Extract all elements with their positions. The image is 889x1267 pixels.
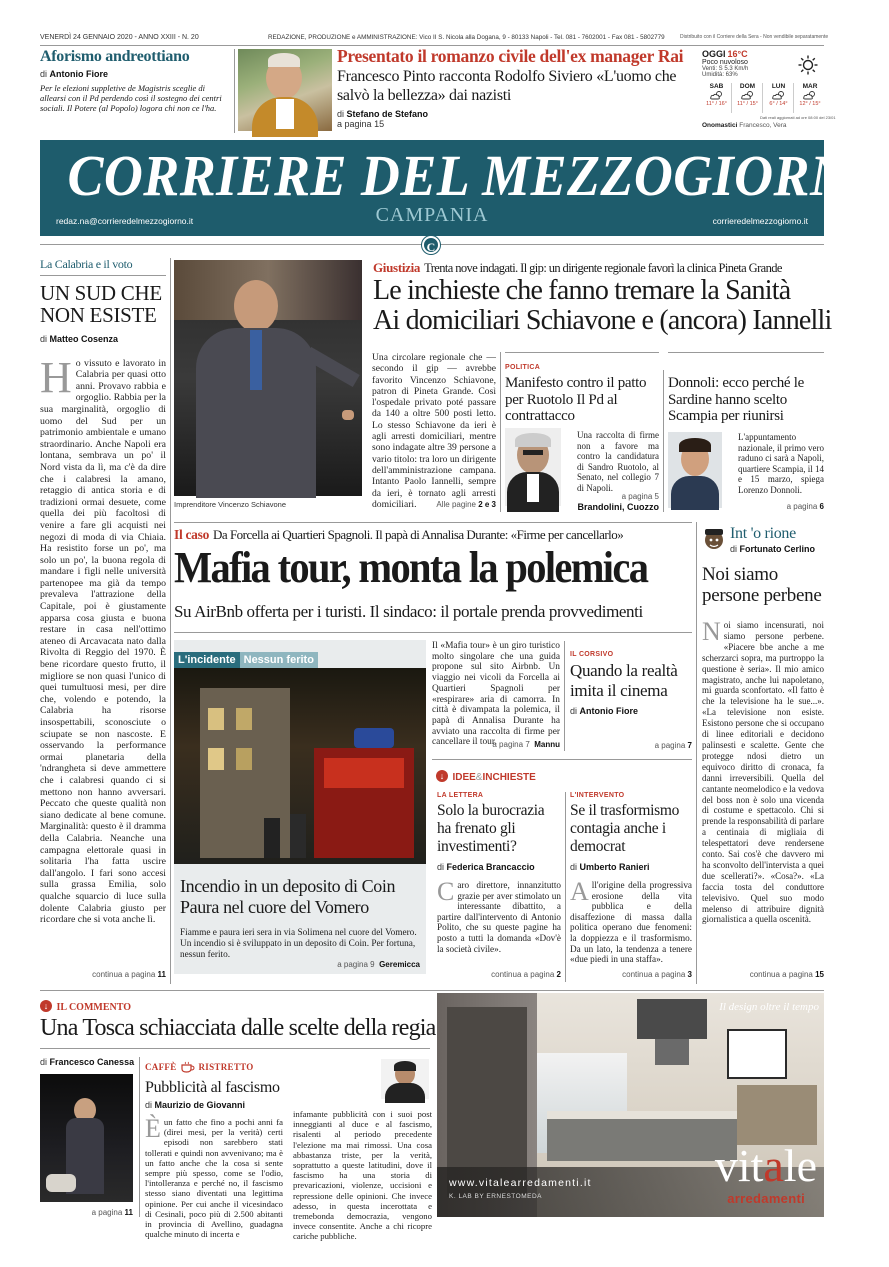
weather-day-temps: 6° / 14° bbox=[769, 101, 788, 107]
partly-cloudy-icon bbox=[733, 90, 762, 101]
caffe-article[interactable] bbox=[145, 1057, 432, 1242]
aforisma-author: di Antonio Fiore bbox=[40, 68, 109, 79]
weather-day-3 bbox=[795, 83, 825, 113]
intervento-text: All'origine della progressiva erosione della vita pubblica e della disaffezione di massa dalla politica operano due fenomeni: la doppiezza e il trasformismo. Da un lato, la tendenza a tenere «due piedi in una staffa». bbox=[570, 877, 692, 965]
promo-article[interactable] bbox=[337, 47, 694, 133]
weather-box: OGGI 16°C Poco nuvoloso Venti: S 5.3 Km/h Umidità: 63% SAB 11° / 16° DOM 11° / 15° LUN 6° / 14° MAR 12° / 15° Dati reali aggiornati ad ore 08:00 del 23/01 Onomastici Francesco, Vera bbox=[702, 49, 836, 129]
aforisma-text: Per le elezioni suppletive de Magistris sceglie di allearsi con il Pd perdendo così il sostegno dei centri sociali. Il Potere (al Popolo) logora chi non ce l'ha. bbox=[40, 82, 222, 113]
ad-tagline: Il design oltre il tempo bbox=[719, 1001, 819, 1013]
ad-sub: K. LAB BY ERNESTOMEDA bbox=[449, 1193, 542, 1200]
masthead-email[interactable]: redaz.na@corrieredelmezzogiorno.it bbox=[56, 216, 194, 226]
promo-page: a pagina 15 bbox=[337, 119, 385, 130]
fire-photo bbox=[174, 668, 426, 864]
masthead-site[interactable]: corrieredelmezzogiorno.it bbox=[712, 216, 808, 226]
politica-authors: Brandolini, Cuozzo bbox=[577, 502, 659, 512]
ruotolo-photo bbox=[505, 428, 561, 506]
schiavone-photo bbox=[174, 260, 362, 496]
weather-day-temps: 11° / 15° bbox=[737, 101, 758, 107]
intorione-text: Noi siamo incensurati, noi siamo persone perbene. «Piacere bbe anche a me scherzarci sopra, ma purtroppo la questione è seria». Il mio amico magistrato, anche lui napoletano, mi guarda sconfortato. «Il fatto è che la televisione ha le sue...». «La televisione non esiste. Esistono persone che si occupano di linee editoriali e decidono palinsesti e scalette. Gente che protegge ndosi dietro un equivoco diritto di cronaca, fa danni irreversibili. Quella del cantante neomelodico e la vedova del boss non è solo una vicenda di costume e spettacolo. Chi si prende la responsabilità di parlare a centinaia di migliaia di telespettatori deve rendersene conto. Sai cos'è che davvero mi ha sconvolto dell'intervista a quei due scellerati?». «Cosa?». «La faccia tosta del conduttore televisivo. Quel suo modo melenso di attribuire dignità giornalistica a quella oscenità. bbox=[702, 617, 824, 925]
sanita-headline-2[interactable]: Ai domiciliari Schiavone e (ancora) Iannelli bbox=[373, 305, 832, 336]
caffe-header: CAFFÈ RISTRETTO bbox=[145, 1062, 254, 1072]
intorione-author: di Fortunato Cerlino bbox=[730, 544, 816, 554]
promo-author: di Stefano de Stefano bbox=[337, 109, 429, 120]
caffe-text-1: Èun fatto che fino a pochi anni fa (direi mesi, per la verità) certi episodi non sarebbero stati tollerati e quindi non avvenivano; ma è un fatto anche che la cosa si sente sempre più spesso, come se l'odio, l'intolleranza e perché no, il fascismo stesso siano diventati una legittima opinione. Per cui anche il vicesindaco di Cesinali, poco più di 2.500 abitanti in provincia di Avellino, guadagna qualche minuto di incerta e bbox=[145, 1114, 283, 1240]
lettera-author: di Federica Brancaccio bbox=[437, 862, 535, 872]
coffee-cup-icon bbox=[181, 1060, 195, 1072]
ad-brand-sub: arredamenti bbox=[727, 1191, 805, 1206]
sanita-ref[interactable]: Alle pagine 2 e 3 bbox=[436, 500, 496, 509]
tosca-photo bbox=[40, 1074, 133, 1202]
politica-text: Una raccolta di firme non a favore ma contro la candidatura di Sandro Ruotolo, al Senato, nel collegio 7 di Napoli. bbox=[577, 430, 659, 493]
mafia-kicker-line: Il caso Da Forcella ai Quartieri Spagnoli. Il papà di Annalisa Durante: «Firme per cancellarlo» bbox=[174, 527, 624, 542]
masthead-title: CORRIERE DEL MEZZOGIORNO bbox=[67, 143, 889, 208]
weather-day-name: LUN bbox=[771, 83, 786, 90]
intervento-kicker: L'INTERVENTO bbox=[570, 792, 625, 799]
incendio-page: a pagina 9 Geremicca bbox=[337, 960, 420, 969]
intervento-author: di Umberto Ranieri bbox=[570, 862, 650, 872]
aforisma-title: Aforismo andreottiano bbox=[40, 48, 190, 65]
promo-photo bbox=[238, 49, 332, 131]
schiavone-caption: Imprenditore Vincenzo Schiavone bbox=[174, 500, 287, 509]
donnoli-article[interactable] bbox=[668, 352, 824, 512]
top-bar bbox=[40, 33, 829, 45]
sun-icon bbox=[798, 55, 818, 75]
caffe-headline: Pubblicità al fascismo bbox=[145, 1079, 280, 1096]
caffe-text-2: infamante pubblicità con i suoi post inneggianti al duce e al fascismo, risalenti al periodo precedente l'elezione ma mai rimossi. Una cosa abbastanza triste, per la verità, soprattutto a queste latitudini, dove il fascismo ha una storia di prevaricazioni, violenze, uccisioni e repressione delle opinioni. Che invece adesso, in questa incerottata e tremebonda democrazia, vengono invece consentite. Anche a chi ricopre cariche pubbliche. bbox=[293, 1109, 432, 1242]
caffe-author: di Maurizio de Giovanni bbox=[145, 1099, 246, 1110]
intervento-headline: Se il trasformismo contagia anche i democrat bbox=[570, 802, 680, 855]
calabria-continue[interactable]: continua a pagina 11 bbox=[92, 970, 166, 979]
weather-day-name: MAR bbox=[802, 83, 818, 90]
intorione-header bbox=[702, 526, 824, 554]
intervento-article[interactable] bbox=[570, 792, 692, 982]
masthead-region: CAMPANIA bbox=[375, 204, 489, 226]
politica-page: a pagina 5 bbox=[621, 492, 659, 501]
sanita-kicker-line: Giustizia Trenta nove indagati. Il gip: un dirigente regionale favorì la clinica Pineta Grande bbox=[373, 260, 782, 275]
calabria-headline: UN SUD CHE NON ESISTE bbox=[40, 280, 162, 327]
donnoli-text: L'appuntamento nazionale, il primo vero raduno ci sarà a Napoli, quartiere Scampia, il 14 e 15 marzo, spiega Lorenzo Donnoli. bbox=[738, 432, 824, 495]
rione-mascot-icon bbox=[702, 526, 726, 552]
partly-cloudy-icon bbox=[795, 90, 825, 101]
donnoli-headline: Donnoli: ecco perché le Sardine hanno scelto Scampia per riunirsi bbox=[668, 375, 804, 424]
mafia-headline[interactable]: Mafia tour, monta la polemica bbox=[174, 543, 648, 592]
intorione-article[interactable] bbox=[702, 526, 824, 982]
intorione-continue[interactable]: continua a pagina 15 bbox=[749, 970, 824, 979]
politica-kicker: POLITICA bbox=[505, 364, 541, 371]
weather-day-1 bbox=[733, 83, 763, 113]
ad-brand: vitale bbox=[714, 1140, 817, 1191]
masthead bbox=[40, 140, 889, 236]
intervento-continue[interactable]: continua a pagina 3 bbox=[622, 970, 692, 979]
lettera-headline: Solo la burocrazia ha frenato gli investimenti? bbox=[437, 802, 545, 855]
calabria-text: Ho vissuto e lavorato in Calabria per quasi otto anni. Provavo rabbia e orgoglio. Rabbia per la sua marginalità, orgoglio di uomo del Sud per un patrimonio ambientale e umano straordinario. Anche Napoli era lontana, sembrava un po' il Nord vista da lì, ma c'è da dire che i calabresi la amano, retaggio di antica storia e di tradizioni ormai desuete, come quella dei più facoltosi di venire a fare gli acquisti nei negozi di moda di via Chiaia. Ha resistito forse un po', ma solo un po', la buona regola di mandare i figli nelle università partenopee ma già da tempo prevaleva l'attrazione della Capitale, poi è giustamente apparsa cosa giusta e buona restare in casa nell'ottimo ateneo di Arcavacata nato dalla Rivolta di Reggio del 1970. È bene ricordare questo frutto, il migliore se non quasi l'unico di quei tumultuosi mesi, per dire che, volendo e potendo, la Calabria ha risorse insospettabili, sconosciute o sciupate se non nascoste. E osservando la performance ormai planetaria della 'ndrangheta si deve ammettere che i calabresi quando ci si mettono non hanno avversari. Peccato che queste qualità non siano dedicate al bene comune. Marginalità: questo è il dramma della Calabria. Neanche una campagna elettorale quasi in solitaria l'ha fatta uscire dall'angolo. I fari sono accesi sulla grassa Emilia, solo qualche squarcio di luce sulla dolente Calabria giusto per ricordare che si vota anche lì. bbox=[40, 352, 166, 926]
calabria-article[interactable] bbox=[40, 258, 166, 984]
degiovanni-photo bbox=[381, 1059, 429, 1099]
sanita-headline-1[interactable]: Le inchieste che fanno tremare la Sanità bbox=[373, 275, 791, 306]
politica-article[interactable] bbox=[505, 352, 659, 512]
corsivo-headline: Quando la realtà imita il cinema bbox=[570, 661, 678, 700]
intorione-title: Int 'o rione bbox=[730, 525, 796, 542]
mafia-page[interactable]: a pagina 7 Mannu bbox=[492, 740, 560, 749]
donnoli-page: a pagina 6 bbox=[786, 502, 824, 511]
down-arrow-icon: ↓ bbox=[40, 1000, 52, 1012]
partly-cloudy-icon bbox=[764, 90, 793, 101]
ad-url[interactable]: www.vitalearredamenti.it bbox=[449, 1177, 592, 1189]
commento-page[interactable]: a pagina 11 bbox=[91, 1208, 133, 1217]
commento-kicker-line: ↓ IL COMMENTO bbox=[40, 997, 430, 1011]
idee-header: ↓ IDEE&INCHIESTE bbox=[436, 767, 692, 783]
weather-day-name: SAB bbox=[709, 83, 724, 90]
corsivo-kicker: IL CORSIVO bbox=[570, 651, 614, 658]
weather-today: OGGI 16°C bbox=[702, 49, 748, 59]
weather-day-name: DOM bbox=[739, 83, 756, 90]
corsivo-author: di Antonio Fiore bbox=[570, 706, 639, 716]
weather-forecast bbox=[702, 83, 824, 113]
intorione-headline: Noi siamo persone perbene bbox=[702, 564, 822, 606]
sanita-text: Una circolare regionale che — secondo il gip — avrebbe favorito Vincenzo Schiavone, patron di Pineta Grande. Così l'ospedale privato poté passare da 140 a oltre 500 posti letto. Lo stesso Schiavone da ieri è agli arresti domiciliari, mentre sono indagate altre 39 persone a vario titolo: tra loro un dirigente dell'amministrazione campana. Intanto Paolo Iannelli, sempre da ieri, è tornato agli arresti domiciliari. bbox=[372, 352, 496, 510]
incendio-box[interactable] bbox=[174, 640, 426, 974]
commento-headline[interactable]: Una Tosca schiacciata dalle scelte della regia bbox=[40, 1015, 436, 1041]
lettera-article[interactable] bbox=[437, 792, 561, 982]
onomastici: Onomastici Francesco, Vera bbox=[702, 122, 787, 129]
weather-day-temps: 12° / 15° bbox=[799, 101, 821, 107]
vitale-ad[interactable] bbox=[437, 993, 824, 1217]
incendio-text: Fiamme e paura ieri sera in via Solimena nel cuore del Vomero. Un incendio si è sviluppato in un deposito di Coin. Per fortuna, nessun ferito. bbox=[180, 928, 417, 960]
corsivo-article[interactable] bbox=[570, 641, 692, 751]
incendio-label: L'incidente Nessun ferito bbox=[174, 650, 318, 666]
mafia-text: Il «Mafia tour» è un giro turistico molto singolare che una guida propone sul sito Airbnb. Un viaggio nei vicoli da Forcella ai Quartieri Spagnoli per «respirare» aria di camorra. In città è divampata la polemica, il papà di Annalisa Durante ha avviato una raccolta di firme per cancellare il tour. bbox=[432, 641, 560, 748]
promo-headline: Presentato il romanzo civile dell'ex manager Rai bbox=[337, 46, 684, 66]
incendio-headline: Incendio in un deposito di Coin Paura nel cuore del Vomero bbox=[180, 876, 396, 917]
lettera-text: Caro direttore, innanzitutto grazie per aver stimolato un interessante dibattito, a partire dall'intervento di Antonio Polito, che su queste pagine ha posto a tutti la domanda «Dov'è la società civile». bbox=[437, 877, 561, 954]
mafia-subhead: Su AirBnb offerta per i turisti. Il sindaco: il portale prenda provvedimenti bbox=[174, 602, 643, 621]
calabria-kicker: La Calabria e il voto bbox=[40, 257, 133, 271]
partly-cloudy-icon bbox=[702, 90, 731, 101]
down-arrow-icon: ↓ bbox=[436, 770, 448, 782]
politica-headline: Manifesto contro il patto per Ruotolo Il Pd al contrattacco bbox=[505, 375, 647, 424]
issue-date: VENERDÌ 24 GENNAIO 2020 - ANNO XXIII - N. 20 bbox=[40, 34, 199, 41]
calabria-author: di Matteo Cosenza bbox=[40, 333, 119, 344]
editorial-address: REDAZIONE, PRODUZIONE e AMMINISTRAZIONE: Vico II S. Nicola alla Dogana, 9 - 80133 Napoli - Tel. 081 - 7602001 - Fax 081 - 5802779 bbox=[268, 34, 665, 41]
aforisma-box bbox=[40, 49, 230, 131]
weather-day-0 bbox=[702, 83, 732, 113]
lettera-kicker: LA LETTERA bbox=[437, 792, 484, 799]
commento-author: di Francesco Canessa bbox=[40, 1057, 135, 1067]
corsivo-page: a pagina 7 bbox=[654, 741, 692, 750]
weather-day-temps: 11° / 16° bbox=[706, 101, 727, 107]
distribution-note: Distribuito con il Corriere della Sera - Non vendibile separatamente bbox=[680, 34, 829, 40]
lettera-continue[interactable]: continua a pagina 2 bbox=[491, 970, 561, 979]
donnoli-photo bbox=[668, 432, 722, 508]
section-logo: C bbox=[422, 236, 440, 254]
promo-subhead: Francesco Pinto racconta Rodolfo Siviero «L'uomo che salvò la bellezza» dai nazisti bbox=[337, 68, 677, 105]
weather-day-2 bbox=[764, 83, 794, 113]
